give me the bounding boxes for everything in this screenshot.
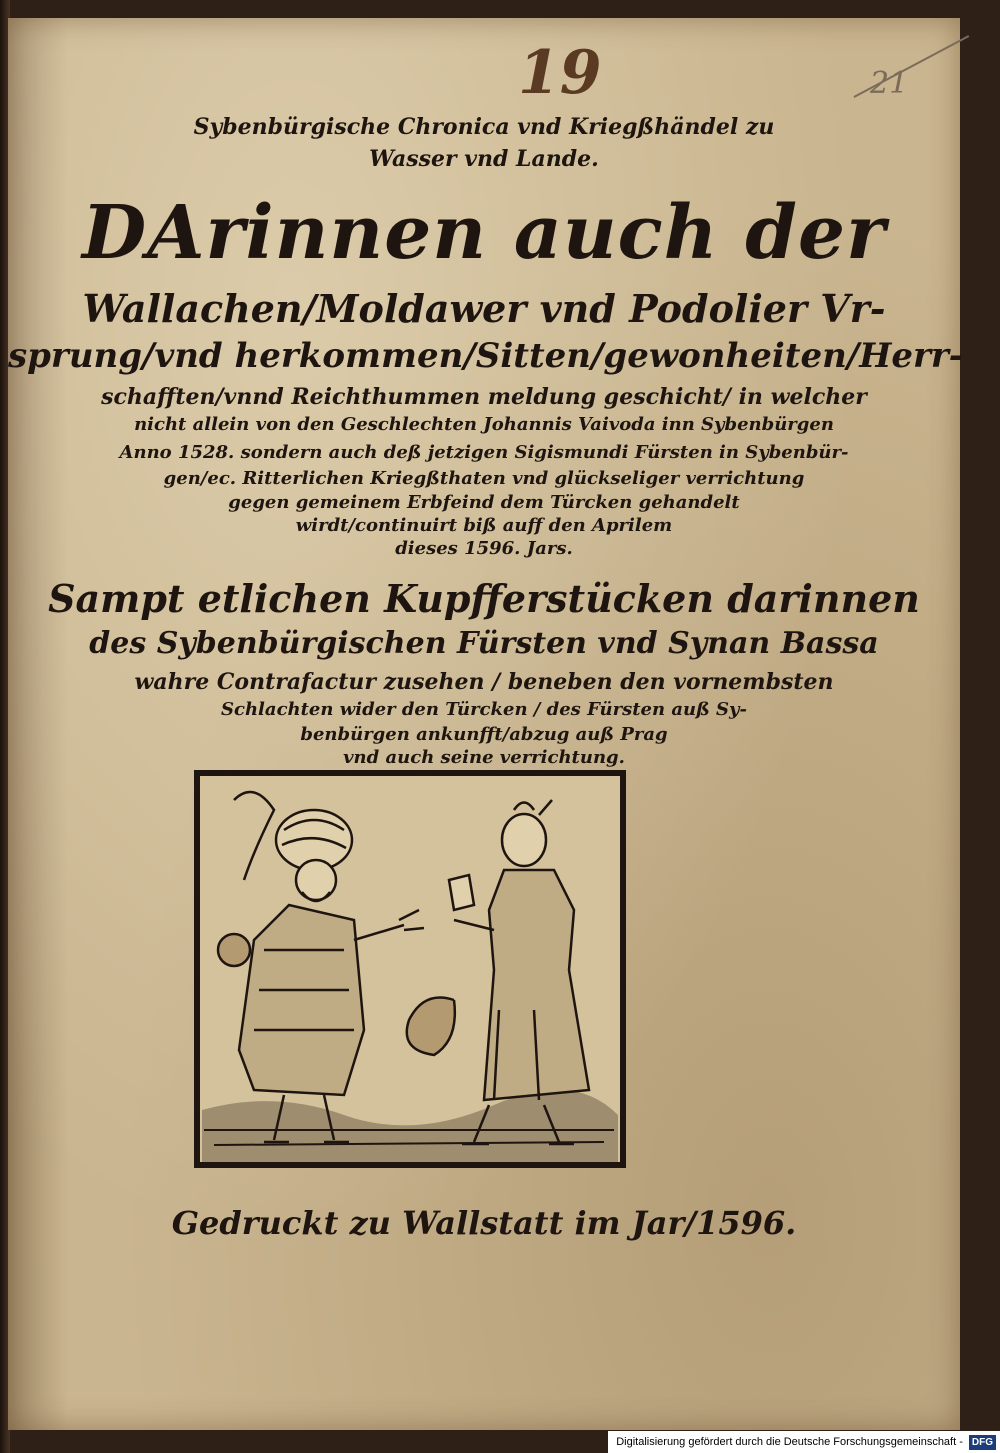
body-line-4: nicht allein von den Geschlechten Johannis Vaivoda inn Sybenbürgen <box>134 414 834 435</box>
body-line-3: schafften/vnnd Reichthummen meldung geschicht/ in welcher <box>101 384 867 410</box>
body-line-8: wirdt/continuirt biß auff den Aprilem <box>295 515 673 536</box>
second-line-1: Sampt etlichen Kupfferstücken darinnen <box>48 576 920 621</box>
title-page <box>8 18 963 1430</box>
imprint: Gedruckt zu Wallstatt im Jar/1596. <box>171 1204 797 1242</box>
title-line-2: Wasser vnd Lande. <box>369 146 599 172</box>
handwritten-folio-number: 19 <box>518 38 602 108</box>
second-line-2: des Sybenbürgischen Fürsten vnd Synan Bassa <box>89 626 879 661</box>
second-line-4: Schlachten wider den Türcken / des Fürsten auß Sy- <box>221 699 747 720</box>
body-line-7: gegen gemeinem Erbfeind dem Türcken gehandelt <box>228 492 740 513</box>
body-line-5: Anno 1528. sondern auch deß jetzigen Sigismundi Fürsten in Sybenbür- <box>119 442 849 463</box>
digitization-footer <box>608 1431 1000 1453</box>
second-line-3: wahre Contrafactur zusehen / beneben den vornembsten <box>134 669 834 695</box>
second-line-5: benbürgen ankunfft/abzug auß Prag <box>300 724 668 745</box>
dfg-logo-icon: DFG <box>969 1435 996 1450</box>
body-line-9: dieses 1596. Jars. <box>395 538 573 559</box>
body-line-2: sprung/vnd herkommen/Sitten/gewonheiten/Herr- <box>8 336 963 376</box>
title-line-1: Sybenbürgische Chronica vnd Kriegßhändel zu <box>193 114 775 140</box>
body-line-6: gen/ec. Ritterlichen Kriegßthaten vnd glückseliger verrichtung <box>163 468 805 489</box>
headline: DArinnen auch der <box>81 190 887 276</box>
woodcut-illustration <box>194 770 626 1168</box>
corner-folio-number: 21 <box>870 66 909 101</box>
second-line-6: vnd auch seine verrichtung. <box>343 747 625 768</box>
footer-credit-text: Digitalisierung gefördert durch die Deutsche Forschungsgemeinschaft - <box>616 1436 963 1448</box>
body-line-1: Wallachen/Moldawer vnd Podolier Vr- <box>82 286 886 331</box>
